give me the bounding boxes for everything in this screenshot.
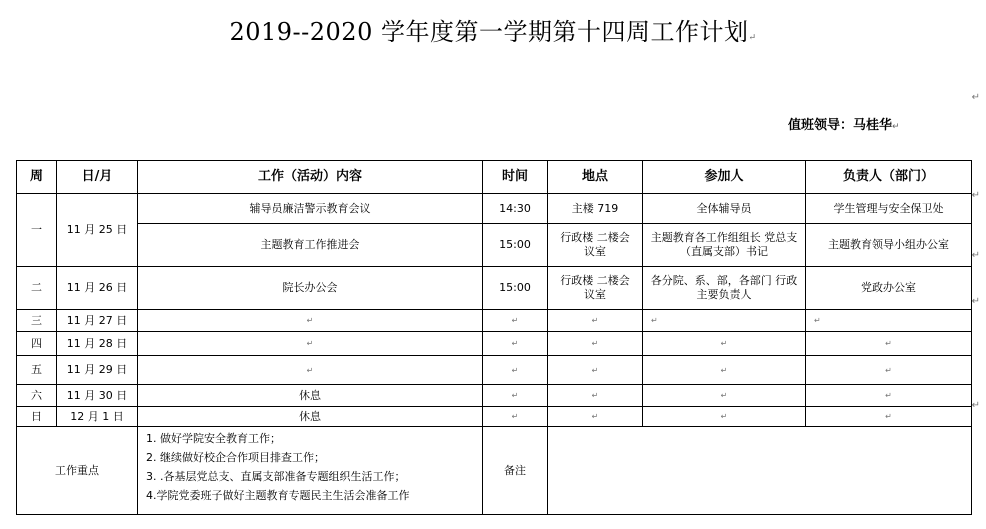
paragraph-mark: ↵: [971, 190, 980, 201]
key-work-label: 工作重点: [17, 427, 138, 515]
responsible-cell: ↵: [806, 310, 972, 332]
week-cell: 六: [17, 385, 57, 407]
table-row: [17, 356, 972, 385]
header-time: 时间: [483, 161, 548, 194]
table-row: [17, 407, 972, 427]
date-cell: 11 月 27 日: [57, 310, 138, 332]
responsible-cell: 党政办公室: [806, 267, 972, 310]
table-row: [17, 310, 972, 332]
content-cell: ↵: [138, 332, 483, 356]
time-cell: ↵: [483, 356, 548, 385]
responsible-cell: ↵: [806, 356, 972, 385]
place-cell: ↵: [548, 332, 643, 356]
week-cell: 二: [17, 267, 57, 310]
header-place: 地点: [548, 161, 643, 194]
date-cell: 11 月 25 日: [57, 194, 138, 267]
header-content: 工作（活动）内容: [138, 161, 483, 194]
content-cell: 休息: [138, 407, 483, 427]
paragraph-mark: ↵: [971, 296, 980, 307]
content-cell: 院长办公会: [138, 267, 483, 310]
responsible-cell: 学生管理与安全保卫处: [806, 194, 972, 224]
paragraph-mark: ↵: [971, 250, 980, 261]
responsible-cell: ↵: [806, 385, 972, 407]
paragraph-mark: ↵: [971, 400, 980, 411]
responsible-cell: 主题教育领导小组办公室: [806, 224, 972, 267]
place-cell: 行政楼 二楼会议室: [548, 224, 643, 267]
table-row: [17, 385, 972, 407]
key-work-item: 1. 做好学院安全教育工作；: [146, 432, 281, 445]
key-work-list: [138, 427, 483, 515]
week-cell: 一: [17, 194, 57, 267]
header-participants: 参加人: [643, 161, 806, 194]
time-cell: 14:30: [483, 194, 548, 224]
participants-cell: ↵: [643, 385, 806, 407]
content-cell: 辅导员廉洁警示教育会议: [138, 194, 483, 224]
place-cell: ↵: [548, 407, 643, 427]
date-cell: 11 月 26 日: [57, 267, 138, 310]
table-row: [17, 194, 972, 224]
remark-cell: [548, 427, 972, 515]
time-cell: ↵: [483, 310, 548, 332]
week-cell: 三: [17, 310, 57, 332]
date-cell: 11 月 30 日: [57, 385, 138, 407]
participants-cell: ↵: [643, 407, 806, 427]
key-work-item: 4.学院党委班子做好主题教育专题民主生活会准备工作: [146, 489, 410, 502]
key-work-item: 2. 继续做好校企合作项目排查工作；: [146, 451, 325, 464]
participants-cell: ↵: [643, 332, 806, 356]
week-cell: 四: [17, 332, 57, 356]
participants-cell: ↵: [643, 356, 806, 385]
key-work-item: 3. .各基层党总支、直属支部准备专题组织生活工作；: [146, 470, 406, 483]
date-cell: 11 月 29 日: [57, 356, 138, 385]
header-date: 日/月: [57, 161, 138, 194]
place-cell: ↵: [548, 356, 643, 385]
week-cell: 日: [17, 407, 57, 427]
key-work-row: [17, 427, 972, 515]
place-cell: 主楼 719: [548, 194, 643, 224]
header-responsible: 负责人（部门）: [806, 161, 972, 194]
header-week: 周: [17, 161, 57, 194]
table-row: [17, 332, 972, 356]
time-cell: ↵: [483, 332, 548, 356]
date-cell: 11 月 28 日: [57, 332, 138, 356]
week-cell: 五: [17, 356, 57, 385]
content-cell: ↵: [138, 310, 483, 332]
participants-cell: 全体辅导员: [643, 194, 806, 224]
remark-label: 备注: [483, 427, 548, 515]
date-cell: 12 月 1 日: [57, 407, 138, 427]
participants-cell: 主题教育各工作组组长 党总支（直属支部）书记: [643, 224, 806, 267]
table-row: [17, 224, 972, 267]
paragraph-mark: ↵: [971, 92, 980, 103]
participants-cell: ↵: [643, 310, 806, 332]
place-cell: ↵: [548, 385, 643, 407]
duty-leader: 值班领导：马桂华↵: [788, 118, 900, 133]
content-cell: 休息: [138, 385, 483, 407]
work-plan-table: [16, 160, 972, 515]
content-cell: 主题教育工作推进会: [138, 224, 483, 267]
time-cell: 15:00: [483, 267, 548, 310]
participants-cell: 各分院、系、部，各部门 行政主要负责人: [643, 267, 806, 310]
content-cell: ↵: [138, 356, 483, 385]
responsible-cell: ↵: [806, 332, 972, 356]
page-title: 2019--2020 学年度第一学期第十四周工作计划↵: [229, 18, 757, 46]
header-row: [17, 161, 972, 194]
time-cell: ↵: [483, 385, 548, 407]
place-cell: ↵: [548, 310, 643, 332]
place-cell: 行政楼 二楼会议室: [548, 267, 643, 310]
time-cell: ↵: [483, 407, 548, 427]
time-cell: 15:00: [483, 224, 548, 267]
table-row: [17, 267, 972, 310]
responsible-cell: ↵: [806, 407, 972, 427]
